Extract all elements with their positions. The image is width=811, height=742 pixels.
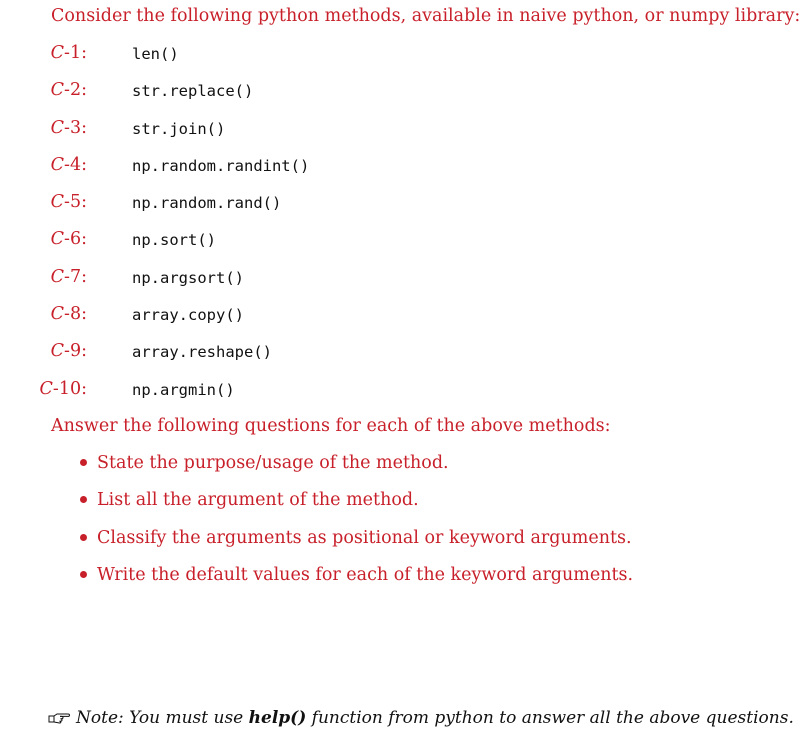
- method-label: C-8:: [50, 304, 87, 325]
- method-item: [0, 77, 811, 114]
- method-label: C-2:: [50, 80, 87, 101]
- question-item: [0, 487, 811, 524]
- method-item: [0, 115, 811, 152]
- method-code: np.argsort(): [132, 268, 244, 287]
- method-label: C-9:: [50, 341, 87, 362]
- question-text: State the purpose/usage of the method.: [97, 453, 449, 473]
- intro-text: Consider the following python methods, available in naive python, or numpy library:: [51, 6, 801, 26]
- method-item: [0, 301, 811, 338]
- method-code: np.random.rand(): [132, 194, 282, 213]
- help-function-emphasis: help(): [248, 708, 307, 728]
- method-label: C-7:: [50, 266, 87, 287]
- pointing-hand-icon: [48, 711, 70, 725]
- method-item: [0, 189, 811, 226]
- answer-heading: Answer the following questions for each of the above methods:: [51, 416, 611, 436]
- method-code: str.replace(): [132, 82, 254, 101]
- method-label: C-10:: [39, 378, 87, 399]
- note: [48, 705, 794, 731]
- method-label: C-4:: [50, 154, 87, 175]
- method-item: [0, 338, 811, 375]
- bullet-icon: [80, 534, 87, 541]
- method-item: [0, 40, 811, 77]
- method-code: np.random.randint(): [132, 156, 310, 175]
- question-item: [0, 525, 811, 562]
- bullet-icon: [80, 459, 87, 466]
- method-code: str.join(): [132, 119, 226, 138]
- question-item: [0, 562, 811, 599]
- question-text: Write the default values for each of the keyword arguments.: [97, 564, 634, 585]
- method-label: C-1:: [50, 43, 87, 63]
- method-item: [0, 264, 811, 301]
- method-item: [0, 376, 811, 413]
- method-code: np.sort(): [132, 231, 216, 250]
- method-code: array.copy(): [132, 306, 244, 325]
- question-item: [0, 450, 811, 487]
- method-label: C-3:: [50, 117, 87, 138]
- bullet-icon: [80, 496, 87, 503]
- method-item: [0, 226, 811, 263]
- question-text: Classify the arguments as positional or keyword arguments.: [97, 527, 632, 548]
- method-code: len(): [132, 45, 179, 63]
- note-text: Note: You must use help() function from python to answer all the above questions.: [76, 708, 794, 728]
- method-label: C-5:: [50, 192, 87, 213]
- method-code: array.reshape(): [132, 343, 272, 362]
- method-label: C-6:: [50, 229, 87, 250]
- question-list: [0, 450, 811, 599]
- method-item: [0, 152, 811, 189]
- method-list: [0, 40, 811, 413]
- question-text: List all the argument of the method.: [97, 490, 419, 511]
- method-code: np.argmin(): [132, 380, 235, 399]
- bullet-icon: [80, 571, 87, 578]
